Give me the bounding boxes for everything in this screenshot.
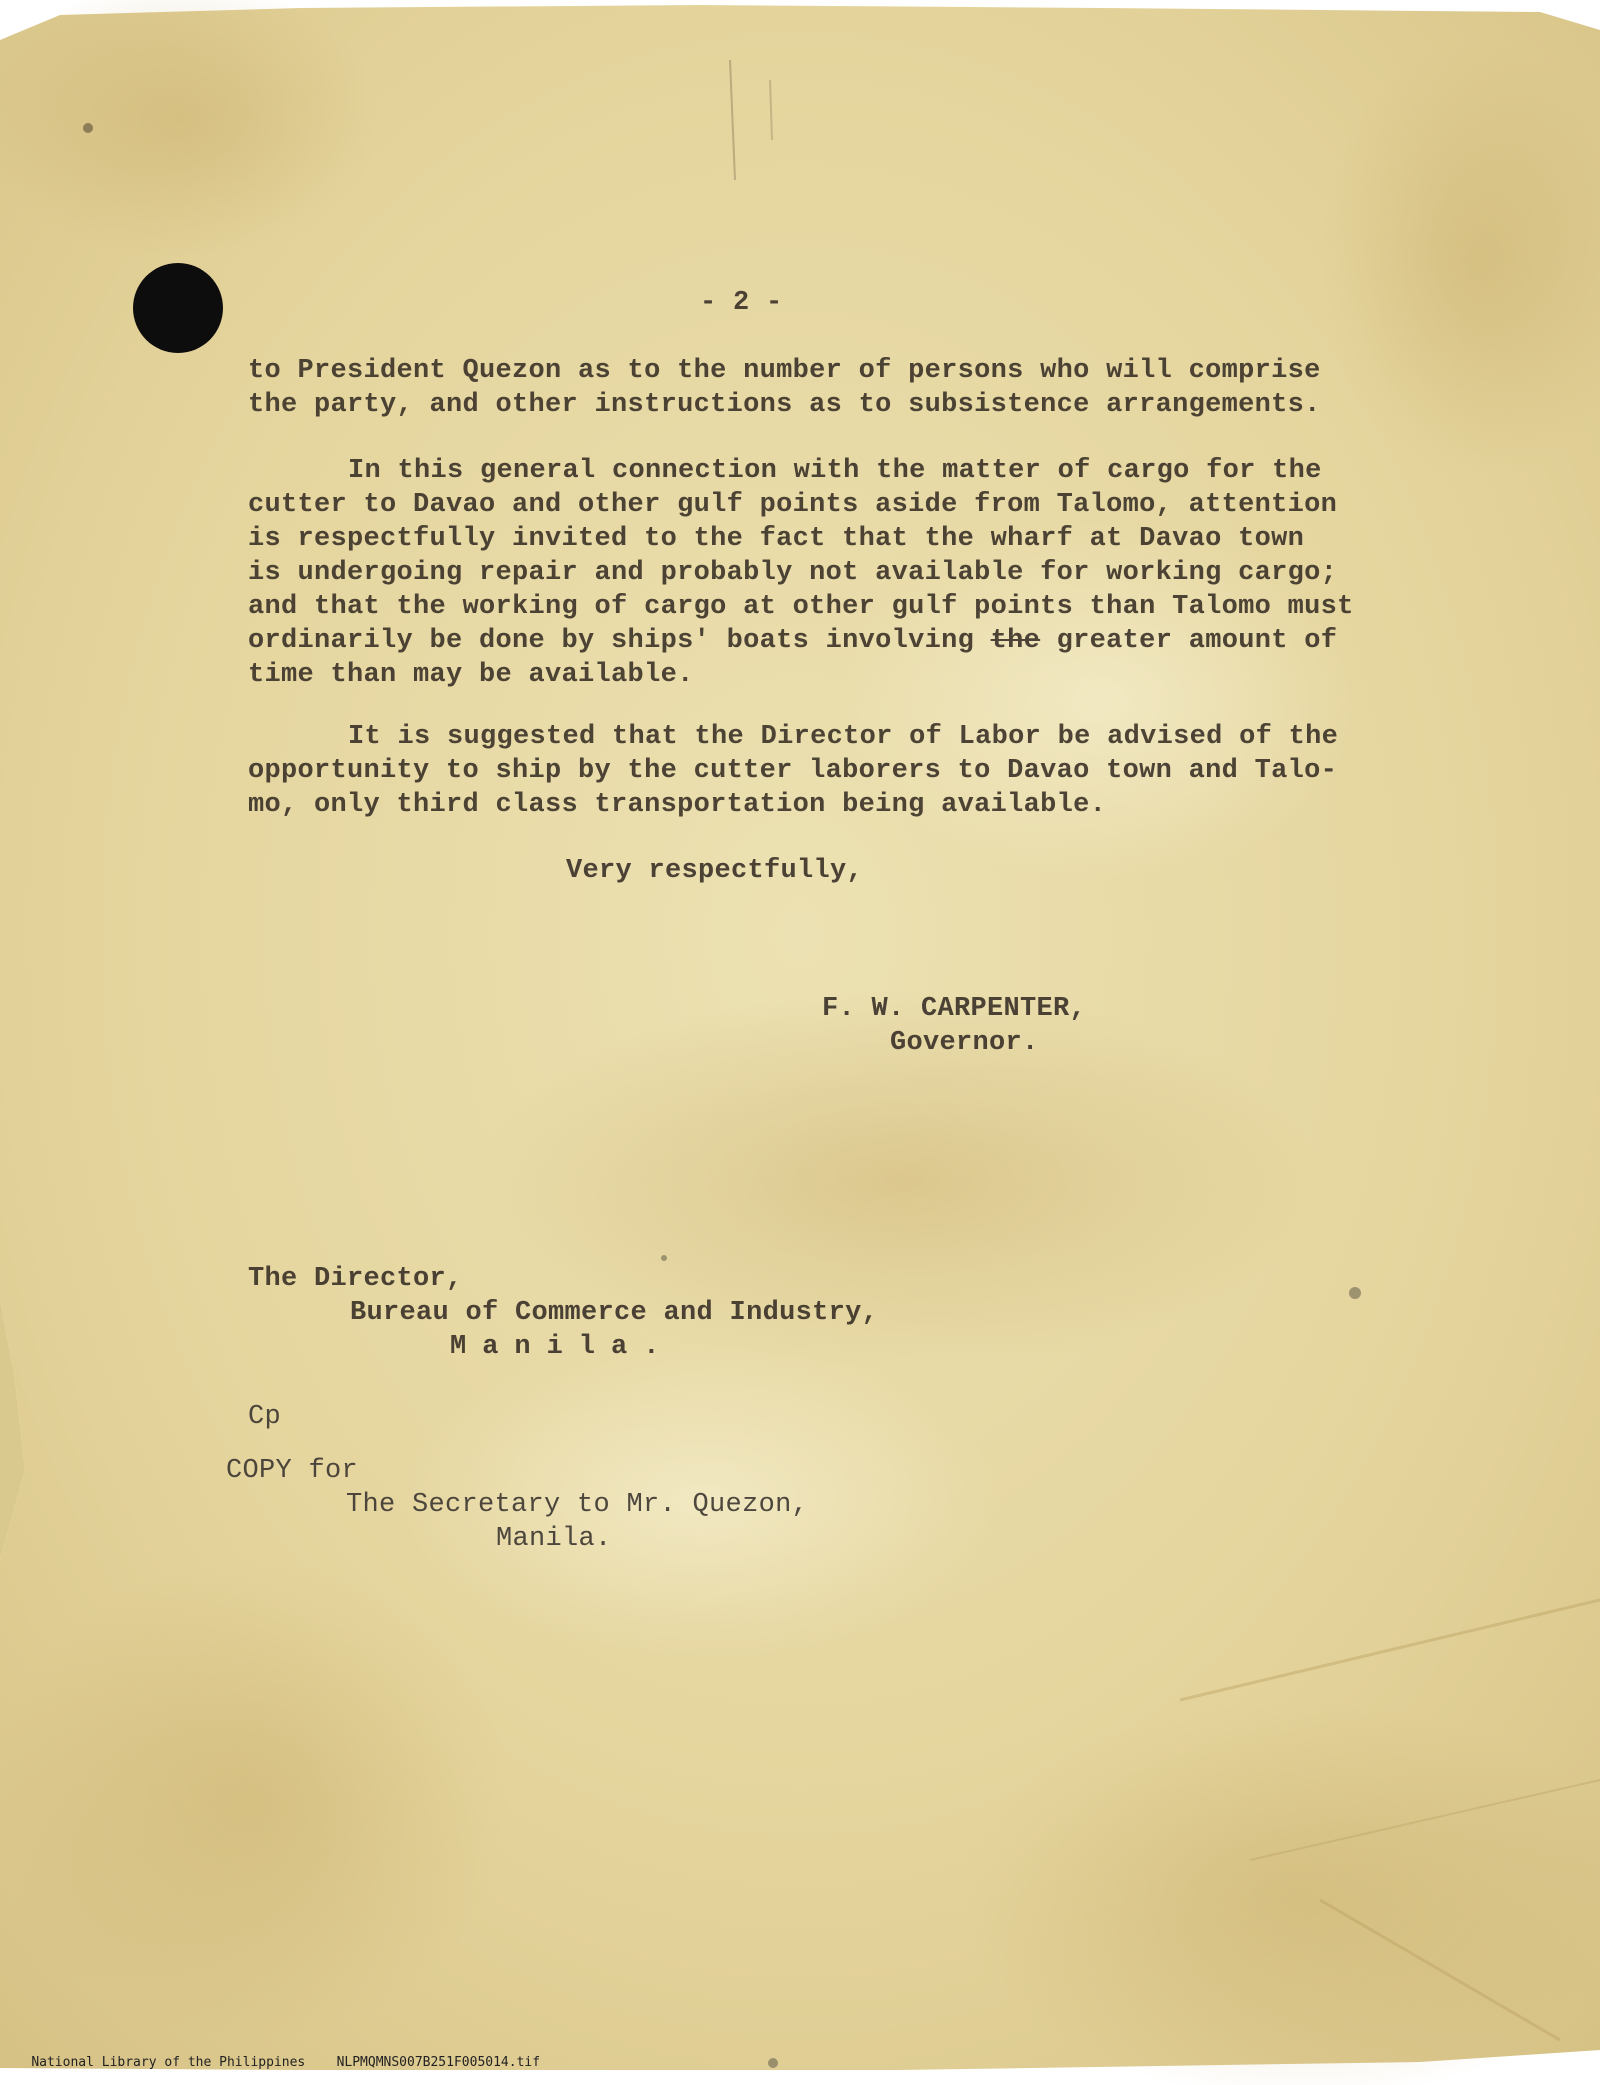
text-line: cutter to Davao and other gulf points aside from Talomo, attention (248, 490, 1338, 520)
page-number: - 2 - (700, 288, 783, 318)
copy-line-2: The Secretary to Mr. Quezon, (346, 1490, 809, 1520)
closing: Very respectfully, (566, 856, 864, 886)
text-line: the party, and other instructions as to subsistence arrangements. (248, 390, 1321, 420)
text-segment: greater amount of (1056, 626, 1338, 656)
addressee-line-1: The Director, (248, 1264, 463, 1294)
copy-line-1: COPY for (226, 1456, 359, 1486)
signature-title: Governor. (890, 1028, 1039, 1058)
text-segment: ordinarily be done by ships' boats involving (248, 626, 975, 656)
cp-mark: Cp (248, 1402, 282, 1432)
text-line: opportunity to ship by the cutter laborers to Davao town and Talo- (248, 756, 1338, 786)
text-line: is undergoing repair and probably not available for working cargo; (248, 558, 1338, 588)
copy-line-3: Manila. (496, 1524, 612, 1554)
struck-text: the (990, 626, 1041, 656)
text-line: It is suggested that the Director of Labor be advised of the (348, 722, 1339, 752)
footer-file-id: NLPMQMNS007B251F005014.tif (336, 2055, 541, 2070)
addressee-line-3: Manila. (450, 1332, 676, 1362)
text-line: is respectfully invited to the fact that the wharf at Davao town (248, 524, 1305, 554)
text-line (248, 624, 1337, 658)
text-line: to President Quezon as to the number of persons who will comprise (248, 356, 1321, 386)
footer-source: National Library of the Philippines (31, 2055, 306, 2070)
signature-name: F. W. CARPENTER, (822, 994, 1087, 1024)
punch-hole (133, 263, 223, 353)
text-line: and that the working of cargo at other gulf points than Talomo must (248, 592, 1354, 622)
text-line: mo, only third class transportation being available. (248, 790, 1107, 820)
text-line: In this general connection with the matter of cargo for the (348, 456, 1322, 486)
scan-footer (0, 2040, 540, 2085)
addressee-line-2: Bureau of Commerce and Industry, (350, 1298, 879, 1328)
text-line: time than may be available. (248, 660, 694, 690)
